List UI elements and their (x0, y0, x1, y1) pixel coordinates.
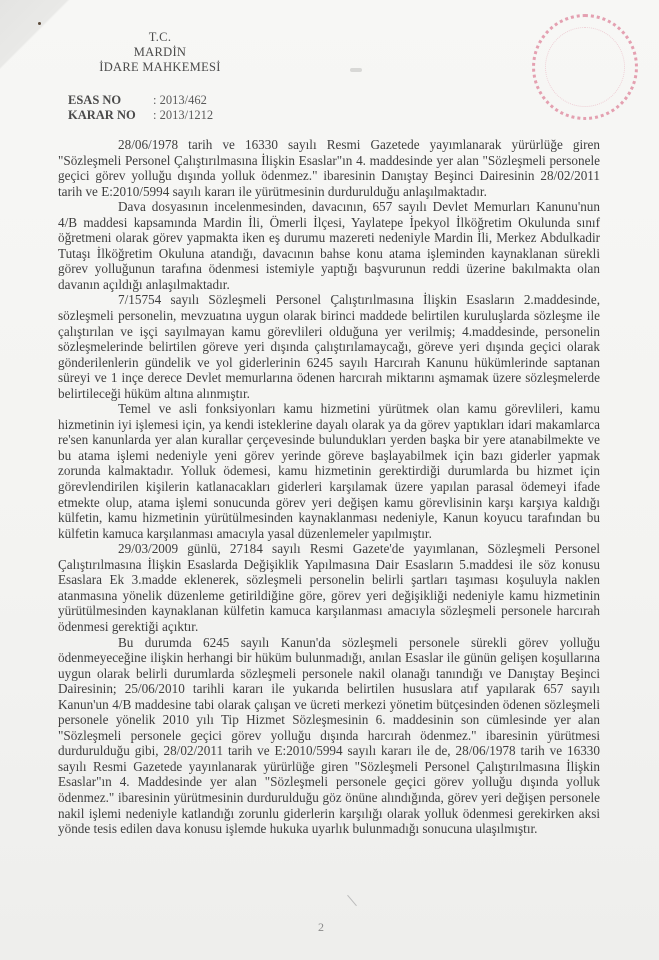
paragraph: Bu durumda 6245 sayılı Kanun'da sözleşmeli personele sürekli görev yolluğu ödenmeyeceğine ilişkin herhangi bir hüküm bulunmadığı, anılan Esaslar ile günün gelişen koşullarına uygun olarak belirli durumlarda sözleşmeli personele nakil olanağı tanındığı ve Danıştay Beşinci Dairesinin; 25/06/2010 tarihli kararı ile yukarıda belirtilen hususlara atıf yapılarak 657 sayılı Kanun'un 4/B maddesine tabi olarak çalışan ve ücreti merkezi yönetim bütçesinden ödenen sözleşmeli personele yönelik 2010 yılı Tip Hizmet Sözleşmesinin 6. maddesinin son cümlesinde yer alan "Sözleşmeli personele geçici görev yolluğu dışında harcırah ödenmez." ibaresinin yürütmesi durdurulduğu gibi, 28/02/2011 tarih ve E:2010/5994 sayılı kararı ile de, 28/06/1978 tarih ve 16330 sayılı Resmi Gazetede yayınlanarak yürürlüğe giren "Sözleşmeli Personel Çalıştırılmasına İlişkin Esaslar"ın 4. Maddesinde yer alan "Sözleşmeli personele geçici görev yolluğu dışında yolluk ödenmez." ibaresinin yürütmesinin durdurulduğu göz önüne alındığında, görev yeri değişen personele nakil işlemi nedeniyle katlandığı zorunlu giderlerin karşılığı olarak yolluk ödenmesi gerekirken aksi yönde tesis edilen dava konusu işlemde hukuka uyarlık bulunmadığı sonucuna ulaşılmıştır. (58, 634, 600, 837)
paragraph: 28/06/1978 tarih ve 16330 sayılı Resmi Gazetede yayımlanarak yürürlüğe giren "Sözleşmeli Personel Çalıştırılmasına İlişkin Esaslar"ın 4. maddesinde yer alan "Sözleşmeli personele geçici görev yolluğu dışında yolluk ödenmez." ibaresinin Danıştay Beşinci Dairesinin 28/02/2011 tarih ve E:2010/5994 sayılı kararı ile yürütmesinin durdurulduğu anlaşılmaktadır. (58, 137, 600, 199)
court-header (60, 30, 260, 75)
header-line-city: MARDİN (133, 45, 187, 59)
paragraph: Temel ve asli fonksiyonları kamu hizmetini yürütmek olan kamu görevlileri, kamu hizmetinin iyi işlemesi için, ya kendi isteklerine dayalı olarak ya da görev yaptıkları idari makamlarca re'sen kanunlarda yer alan kurallar çerçevesinde bulundukları yerden başka bir yere atanabilmekte ve bu atama işlemi nedeniyle yeni görev yerinde göreve başlayabilmek için bazı giderler yapmak zorunda kalmaktadır. Yolluk ödemesi, kamu hizmetinin gerektirdiği durumlarda bu hizmet için görevlendirilen kişilerin katlanacakları giderleri karşılamak üzere yapılan parasal ödemeyi ifade etmekte olup, atama işlemi sonucunda görev yeri değişen kamu görevlisinin karşı karşıya kaldığı külfetin, kamu hizmetinin yürütülmesinden kaynaklanması nedeniyle, Kanun koyucu tarafından bu külfetin kamuca karşılanması amacıyla yasal düzenlemeler yapılmıştır. (58, 401, 600, 541)
paper-mark (350, 68, 362, 72)
header-line-court: İDARE MAHKEMESİ (99, 60, 221, 74)
pen-scratch (347, 895, 357, 906)
case-numbers (68, 93, 213, 123)
karar-no-row (68, 108, 213, 123)
paragraph: 7/15754 sayılı Sözleşmeli Personel Çalıştırılmasına İlişkin Esasların 2.maddesinde, sözleşmeli personelin, mevzuatına uygun olarak birinci maddede belirtilen kuruluşlarda sözleşme ile çalıştırılan ve işçi sayılmayan kamu görevlileri olduğuna yer verilmiş; 4.maddesinde, personelin sözleşmelerinde belirtilen göreve yeri dışında çalıştırılamaycağı, göreve yeri dışında geçici olarak gönderilenlerin gündelik ve yol giderlerinin 6245 sayılı Harcırah Kanunu hükümlerinde saptanan süreyi ve 1 inçe derece Devlet memurlarına ödenen harcırah miktarını aşmamak üzere sözleşmelerde belirtileceği hüküm altına alınmıştır. (58, 292, 600, 401)
document-body (58, 137, 600, 837)
karar-no-value: : 2013/1212 (153, 108, 214, 122)
paper-speck (38, 22, 41, 25)
karar-no-label: KARAR NO (68, 108, 136, 122)
esas-no-row (68, 93, 213, 108)
seal-inner-ring (545, 27, 625, 107)
page-number: 2 (318, 920, 324, 934)
esas-no-value: : 2013/462 (153, 93, 207, 107)
paragraph: 29/03/2009 günlü, 27184 sayılı Resmi Gazete'de yayımlanan, Sözleşmeli Personel Çalıştırılmasına İlişkin Esaslarda Değişiklik Yapılmasına Dair Esasların 5.maddesi ile söz konusu Esaslara Ek 3.madde eklenerek, sözleşmeli personelin belirli şartları taşıması koşuluyla naklen atanmasına yönelik düzenleme getirildiğine göre, görev yeri değişikliği nedeniyle kamu hizmetinin yürütülmesinden kaynaklanan külfetin kamuca karşılanması amacıyla sözleşmeli personele harcırah ödenmesi gerektiği açıktır. (58, 541, 600, 634)
official-seal-stamp (532, 14, 638, 120)
header-line-tc: T.C. (148, 30, 172, 44)
paragraph: Dava dosyasının incelenmesinden, davacının, 657 sayılı Devlet Memurları Kanunu'nun 4/B maddesi kapsamında Mardin İli, Ömerli İlçesi, Yaylatepe İpekyol İlköğretim Okulunda sınıf öğretmeni olarak görev yapmakta iken eş durumu mazereti nedeniyle Mardin İli, Merkez Abdulkadir Tutaşı İlköğretim Okuluna atandığı, davacının bahse konu atama işleminden kaynaklanan sürekli görev yolluğunun tarafına ödenmesi istemiyle yaptığı başvurunun reddi üzerine bakılmakta olan davanın açıldığı anlaşılmaktadır. (58, 199, 600, 292)
esas-no-label: ESAS NO (68, 93, 122, 107)
